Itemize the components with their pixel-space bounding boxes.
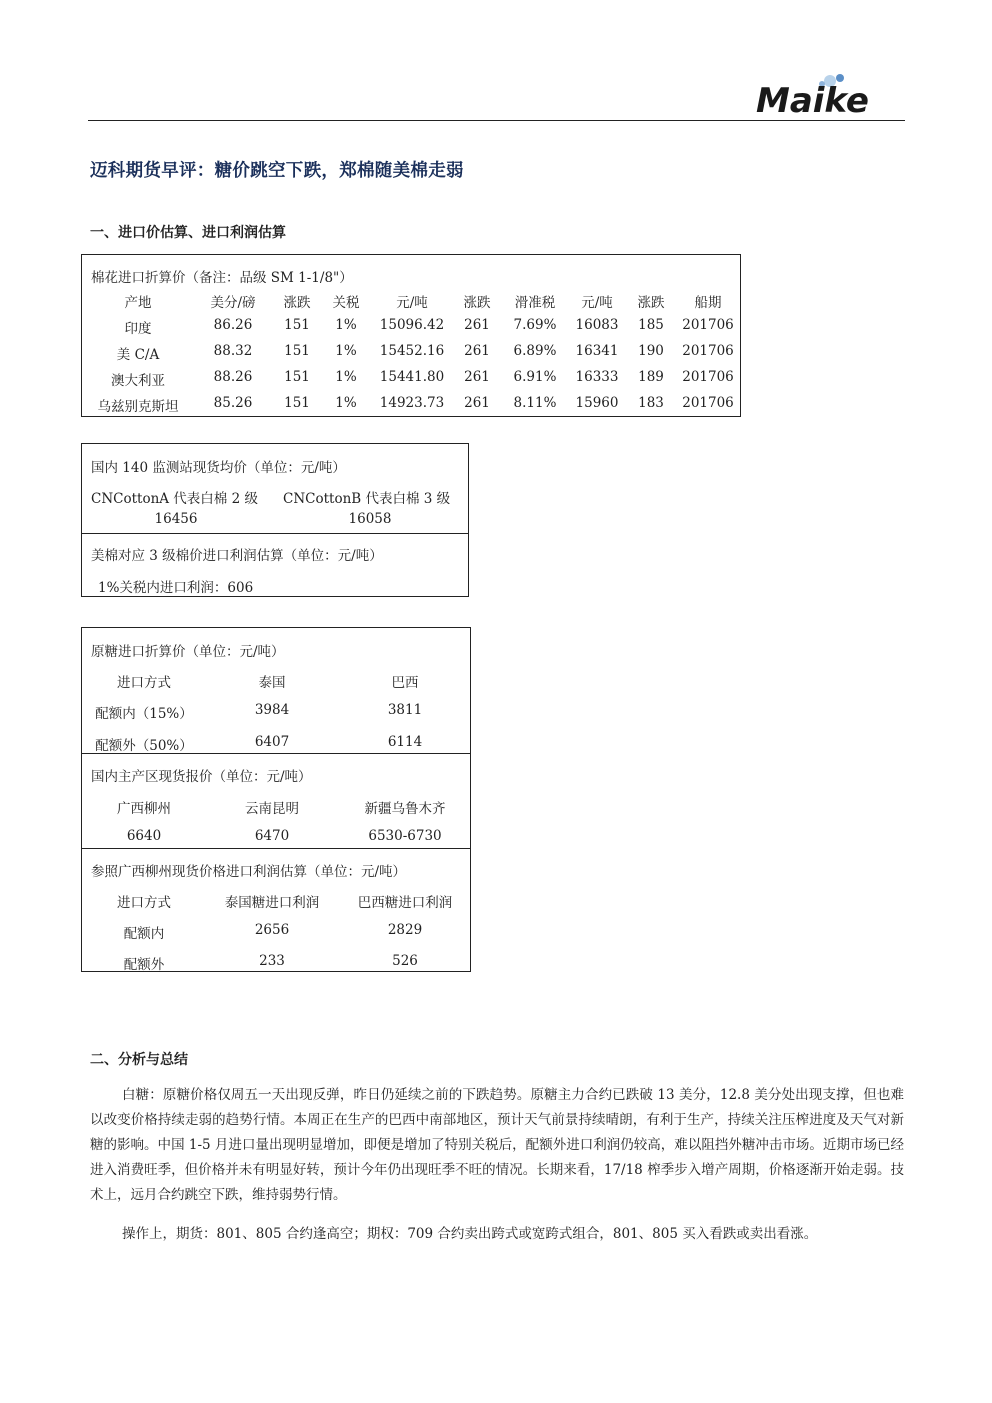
cotton-row-r1-c8: 190 xyxy=(638,343,664,359)
sugar-profit-header-r0-c0: 进口方式 xyxy=(117,895,171,911)
sugar-import-row-r1-c0: 配额外（50%） xyxy=(95,738,193,754)
cotton-row-r1-c4: 15452.16 xyxy=(379,343,445,359)
logo-text: Maike xyxy=(756,81,869,118)
cotton-row-r0-c9: 201706 xyxy=(682,317,734,333)
sugar-spot-value-r0-c1: 6470 xyxy=(254,828,290,844)
cotton-row-r2-c9: 201706 xyxy=(682,369,734,385)
cotton-row-r3-c9: 201706 xyxy=(682,395,734,411)
cotton-row-r0-c3: 1% xyxy=(335,317,357,333)
cotton-row-r0-c7: 16083 xyxy=(575,317,619,333)
sugar-profit-caption: 参照广西柳州现货价格进口利润估算（单位：元/吨） xyxy=(91,864,407,880)
cncotton-b-label: CNCottonB 代表白棉 3 级 xyxy=(283,491,451,507)
cotton-row-r2-c6: 6.91% xyxy=(513,369,557,385)
cncotton-a-value: 16456 xyxy=(154,511,198,527)
cotton-row-r3-c4: 14923.73 xyxy=(379,395,445,411)
sugar-spot-header-r0-c0: 广西柳州 xyxy=(117,801,171,817)
cotton-row-r3-c2: 151 xyxy=(284,395,310,411)
sugar-table xyxy=(81,627,471,972)
cotton-import-caption: 棉花进口折算价（备注：品级 SM 1-1/8"） xyxy=(91,270,353,286)
cotton-row-r3-c1: 85.26 xyxy=(213,395,253,411)
sugar-import-caption: 原糖进口折算价（单位：元/吨） xyxy=(91,644,285,660)
cotton-row-r2-c4: 15441.80 xyxy=(379,369,445,385)
sugar-profit-row-r0-c1: 2656 xyxy=(254,922,290,938)
sugar-spot-header-r0-c2: 新疆乌鲁木齐 xyxy=(364,801,446,817)
cotton-row-r2-c3: 1% xyxy=(335,369,357,385)
cotton-row-r3-c5: 261 xyxy=(464,395,490,411)
sugar-profit-row-r0-c2: 2829 xyxy=(387,922,423,938)
cotton-row-r3-c3: 1% xyxy=(335,395,357,411)
section-heading-1: 一、进口价估算、进口利润估算 xyxy=(90,225,286,241)
cotton-row-r0-c6: 7.69% xyxy=(513,317,557,333)
cotton-row-r3-c6: 8.11% xyxy=(513,395,557,411)
cotton-header-r0-c3: 关税 xyxy=(332,295,360,311)
sugar-profit-row-r1-c1: 233 xyxy=(259,953,285,969)
cotton-row-r1-c3: 1% xyxy=(335,343,357,359)
cotton-row-r0-c8: 185 xyxy=(638,317,664,333)
cotton-row-r2-c1: 88.26 xyxy=(213,369,253,385)
sugar-profit-row-r1-c2: 526 xyxy=(392,953,418,969)
sugar-profit-row-r0-c0: 配额内 xyxy=(123,926,165,942)
cotton-row-r3-c8: 183 xyxy=(638,395,664,411)
cotton-row-r2-c7: 16333 xyxy=(575,369,619,385)
cotton-row-r1-c5: 261 xyxy=(464,343,490,359)
cotton-row-r0-c2: 151 xyxy=(284,317,310,333)
cotton-row-r0-c5: 261 xyxy=(464,317,490,333)
sugar-spot-value-r0-c2: 6530-6730 xyxy=(368,828,442,844)
cotton-header-r0-c2: 涨跌 xyxy=(283,295,311,311)
cotton-row-r3-c0: 乌兹别克斯坦 xyxy=(97,399,179,415)
header-rule xyxy=(88,120,905,121)
cotton-row-r0-c4: 15096.42 xyxy=(379,317,445,333)
cotton-row-r1-c6: 6.89% xyxy=(513,343,557,359)
cotton-profit-text: 1%关税内进口利润：606 xyxy=(98,580,254,596)
divider xyxy=(82,848,470,849)
cotton-row-r1-c9: 201706 xyxy=(682,343,734,359)
analysis-paragraph-1: 白糖：原糖价格仅周五一天出现反弹，昨日仍延续之前的下跌趋势。原糖主力合约已跌破 13 美分，12.8 美分处出现支撑，但也难以改变价格持续走弱的趋势行情。本周正在生产的巴西中南部地区，预计天气前景持续晴朗，有利于生产，持续关注压榨进度及天气对新糖的影响。中国 1-5 月进口量出现明显增加，即便是增加了特别关税后，配额外进口利润仍较高，难以阻挡外糖冲击市场。近期市场已经进入消费旺季，但价格并未有明显好转，预计今年仍出现旺季不旺的情况。长期来看，17/18 榨季步入增产周期，价格逐渐开始走弱。技术上，远月合约跳空下跌，维持弱势行情。 xyxy=(90,1087,904,1203)
sugar-import-row-r1-c1: 6407 xyxy=(254,734,290,750)
cotton-row-r1-c7: 16341 xyxy=(575,343,619,359)
cotton-header-r0-c0: 产地 xyxy=(124,295,152,311)
cotton-domestic-table xyxy=(81,443,469,597)
sugar-spot-header-r0-c1: 云南昆明 xyxy=(245,801,299,817)
cotton-row-r0-c0: 印度 xyxy=(124,321,152,337)
sugar-import-row-r0-c1: 3984 xyxy=(254,702,290,718)
divider xyxy=(82,533,468,534)
sugar-profit-row-r1-c0: 配额外 xyxy=(123,957,165,973)
section-heading-2: 二、分析与总结 xyxy=(90,1052,188,1068)
sugar-import-row-r1-c2: 6114 xyxy=(387,734,423,750)
cotton-header-r0-c9: 船期 xyxy=(694,295,722,311)
maike-logo xyxy=(752,72,892,118)
cotton-row-r1-c2: 151 xyxy=(284,343,310,359)
cotton-header-r0-c7: 元/吨 xyxy=(581,295,613,311)
cotton-domestic-caption: 国内 140 监测站现货均价（单位：元/吨） xyxy=(91,460,346,476)
cotton-row-r0-c1: 86.26 xyxy=(213,317,253,333)
sugar-import-header-r0-c2: 巴西 xyxy=(391,675,419,691)
cotton-import-table xyxy=(81,254,741,417)
cotton-row-r2-c2: 151 xyxy=(284,369,310,385)
cotton-profit-caption: 美棉对应 3 级棉价进口利润估算（单位：元/吨） xyxy=(91,548,383,564)
cotton-row-r1-c1: 88.32 xyxy=(213,343,253,359)
sugar-spot-caption: 国内主产区现货报价（单位：元/吨） xyxy=(91,769,312,785)
cotton-header-r0-c6: 滑准税 xyxy=(514,295,556,311)
cncotton-a-label: CNCottonA 代表白棉 2 级 xyxy=(91,491,258,507)
analysis-paragraph-2: 操作上，期货：801、805 合约逢高空；期权：709 合约卖出跨式或宽跨式组合，801、805 买入看跌或卖出看涨。 xyxy=(122,1226,818,1242)
divider xyxy=(82,753,470,754)
sugar-profit-header-r0-c2: 巴西糖进口利润 xyxy=(357,895,453,911)
cotton-header-r0-c4: 元/吨 xyxy=(396,295,428,311)
sugar-import-header-r0-c0: 进口方式 xyxy=(117,675,171,691)
doc-title: 迈科期货早评：糖价跳空下跌，郑棉随美棉走弱 xyxy=(90,161,464,181)
cotton-row-r2-c8: 189 xyxy=(638,369,664,385)
cotton-row-r2-c5: 261 xyxy=(464,369,490,385)
cotton-header-r0-c1: 美分/磅 xyxy=(210,295,256,311)
sugar-import-row-r0-c2: 3811 xyxy=(387,702,423,718)
sugar-import-header-r0-c1: 泰国 xyxy=(258,675,286,691)
cotton-row-r2-c0: 澳大利亚 xyxy=(111,373,165,389)
cotton-header-r0-c5: 涨跌 xyxy=(463,295,491,311)
sugar-import-row-r0-c0: 配额内（15%） xyxy=(95,706,193,722)
cotton-header-r0-c8: 涨跌 xyxy=(637,295,665,311)
cncotton-b-value: 16058 xyxy=(348,511,392,527)
cotton-row-r3-c7: 15960 xyxy=(575,395,619,411)
sugar-spot-value-r0-c0: 6640 xyxy=(126,828,162,844)
sugar-profit-header-r0-c1: 泰国糖进口利润 xyxy=(224,895,320,911)
cotton-row-r1-c0: 美 C/A xyxy=(116,347,160,363)
